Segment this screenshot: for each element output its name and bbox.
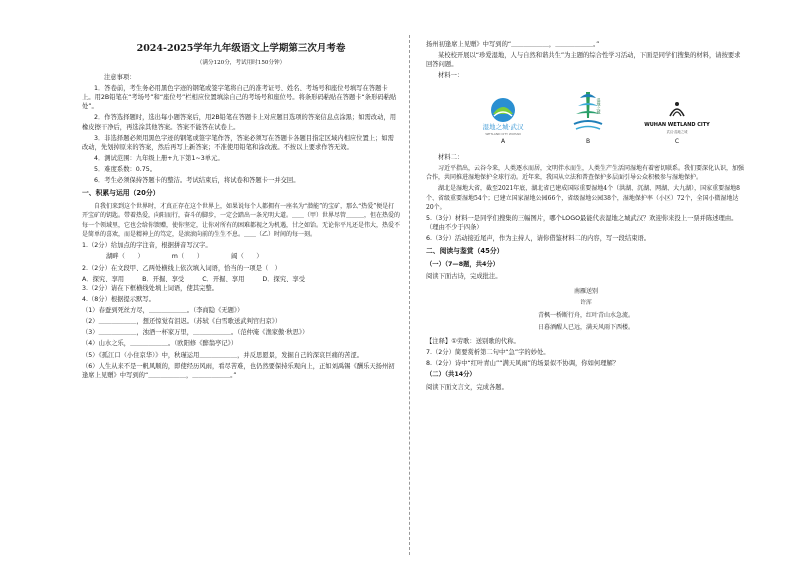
question-1: 1.（2分）给加点的字注音，根据拼音写汉字。: [82, 242, 212, 250]
pinyin-item: m（ ）: [171, 253, 204, 261]
option-c: C．开掘、享用: [202, 275, 245, 283]
logo-a: [472, 96, 534, 147]
pinyin-item: 阔（ ）: [231, 253, 263, 261]
section-heading-2: 二、阅读与鉴赏（45分）: [426, 247, 504, 256]
pinyin-item: 湖畔（ ）: [106, 253, 144, 261]
logo-c-sub: 武汉·湿地之城: [666, 129, 688, 134]
notice-item: 5．难度系数：0.75。: [94, 166, 157, 173]
question-2: 2.（2分）在文段甲、乙两处横线上依次填入词语，恰当的一项是（ ）: [82, 264, 281, 272]
notice-item: 1．答卷前，考生务必用黑色字迹的钢笔或签字笔将自己的准考证号、姓名、考场号和座位号填写在答题卡上。用2B铅笔在“考场号”和“座位号”栏相应位置填涂自己的考场号和座位号。将条形码粘贴在答题卡“条形码粘贴处”。: [82, 85, 397, 111]
part-1-heading: （一）（7—8题，共4分）: [426, 261, 499, 269]
logo-a-label: A: [500, 137, 506, 145]
poem-title: 南雁送别: [573, 287, 598, 295]
logo-c-text: WUHAN WETLAND CITY: [644, 121, 710, 128]
notice-item: 4．测试范围：九年级上册+九下第1~3单元。: [94, 154, 224, 162]
left-column: [82, 40, 400, 382]
logo-a-text: 湿地之城·武汉: [482, 122, 524, 131]
question-7: 7.（2分）简要赏析第二句中“急”字的妙处。: [426, 349, 550, 357]
part-2-heading: （二）（共14分）: [426, 371, 476, 379]
section-heading-1: 一、积累与运用（20分）: [82, 189, 160, 198]
read-text-instruction: 阅读下面文言文，完成各题。: [426, 383, 508, 391]
wuhan-wetland-city-logo-icon: [642, 96, 712, 136]
option-b: B．开掘、享受: [142, 275, 185, 283]
notice-heading: 注意事项：: [104, 73, 136, 81]
recitation-line: （4）山水之乐，＿＿＿＿＿＿。（欧阳修《醉翁亭记》）: [82, 340, 238, 348]
logo-b-text: 湿地之城: [596, 97, 602, 114]
notice-item: 3．非选择题必须用黑色字迹的钢笔或签字笔作答，答案必须写在答题卡各题目指定区域内相应位置上；如需改动，先划掉原来的答案，然后再写上新答案；不准使用铅笔和涂改液。不按以上要求作答无效。: [82, 134, 394, 151]
option-d: D．探究、享受: [262, 275, 306, 283]
notice-item: 2．作答选择题时，选出每小题答案后，用2B铅笔在答题卡上对应题目选项的答案信息点涂黑；如需改动，用橡皮擦干净后，再选涂其他答案。答案不能答在试卷上。: [82, 114, 396, 131]
logo-a-sub: WETLAND CITY WUHAN: [485, 131, 521, 136]
wetland-tower-logo-icon: [568, 88, 608, 136]
activity-intro: 某校校开展以“珍爱湿地，人与自然和谐共生”为主题的综合性学习活动，下面是同学们搜集的材料，请按要求回答问题。: [426, 52, 741, 69]
logo-c-label: C: [674, 137, 680, 145]
logo-options: [472, 87, 712, 147]
recitation-line: （5）《孤江口（小住京华）》中，秋瑾运用＿＿＿＿＿＿，并反思愿景，发掘自己的深哀巨痛的苦涩。: [82, 351, 364, 359]
logo-b: [568, 88, 608, 147]
recitation-line: （1）春蚕到死丝方尽，＿＿＿＿＿＿。（李商隐《无题》）: [82, 307, 244, 315]
question-4: 4.（8分）根据提示默写。: [82, 295, 155, 303]
material-2-text-2: 湖北是湿地大省，截至2021年底，湖北省已建成国际重要湿地4个（洪湖、沉湖、网湖、大九湖），国家重要湿地8个、省级重要湿地54个；已建立国家湿地公园66个，省级湿地公园38个，湿地保护率（小区）72个，全国小微湿地达20个。: [426, 185, 740, 211]
q4-continued: 扬州初逢席上见赠》中写到的“＿＿＿＿＿＿，＿＿＿＿＿＿。”: [426, 41, 600, 48]
material-2-text: 习近平指出，云谷今来，人类逐水而居，文明伴水而生，人类生产生活同湿地有着密切联系。我们要深化认识，加强合作，共同推进湿地保护全球行动。近年来，我国从立法和普查保护多层面引导公众积极参与湿地保护。: [426, 164, 745, 181]
poem-author: 许浑: [580, 300, 592, 307]
question-3: 3.（2分）请在下框横线处填上词语，使其完整。: [82, 284, 218, 292]
logo-c: [642, 96, 712, 147]
exam-title: 2024-2025学年九年级语文上学期第三次月考卷: [136, 43, 346, 54]
read-poem-instruction: 阅读下面古诗，完成批注。: [426, 273, 502, 281]
question-6: 6.（3分）活动接近尾声，作为主持人，请你借鉴材料二的内容，写一段结束语。: [426, 235, 651, 243]
question-8: 8.（2分）诗中“红叶青山”“满天风雨”的场景似不协调，你如何理解？: [426, 360, 620, 368]
poem-line: 青枫一桥断行舟，红叶青山水急流。: [537, 311, 634, 319]
notice-item: 6．考生必须保持答题卡的整洁。考试结束后，将试卷和答题卡一并交回。: [94, 177, 300, 185]
question-5: 5.（3分）材料一是同学们搜集的三幅图片，哪个LOGO最能代表湿地之城武汉？欢迎你来投上一票并陈述理由。（理由不少于四条）: [426, 215, 738, 232]
pinyin-row: [82, 252, 400, 261]
reading-passage: 自我们来到这个世界时，才真正存在这个世界上，如果说每个人都拥有一座名为“潜能”的宝矿，那么“热爱”便是打开宝矿的钥匙。带着热爱，向阳而行，奋斗的脚步，一定会踏出一条光明大道。＿＿（甲）世界尽管＿＿＿，但在热爱的每一个领域里，它也会给你馈赠，使你坚定，让你对所有的困难都视之为机遇，甘之如饴。无论你平凡还是伟大，热爱不是简单的喜欢，而是精神上的笃定，是滚滚向前的生生不息。＿＿（乙）时间的每一刻。: [82, 203, 401, 238]
material-2-label: 材料二：: [438, 153, 464, 161]
wetland-city-wuhan-logo-icon: [472, 96, 534, 136]
page-divider: [409, 35, 410, 555]
recitation-line: （6）人生从来不是一帆风顺的，即使经历风雨，看尽苦难，也仍然要保持乐观向上，正如刘禹锡《酬乐天扬州初逢席上见赠》中写到的“＿＿＿＿＿＿，＿＿＿＿＿＿。”: [82, 362, 395, 379]
option-a: A．探究、享用: [82, 275, 125, 283]
logo-b-label: B: [585, 137, 591, 145]
poem-note: 【注释】①劳歌：送别歌的代称。: [426, 338, 520, 346]
recitation-line: （2）＿＿＿＿＿＿，想还惊觉有泪迟。（苏轼《白雪歌送武判官归京》）: [82, 318, 282, 326]
recitation-line: （3）＿＿＿＿＿＿，浊酒一杯家万里，＿＿＿＿＿＿。（范仲淹《渔家傲·秋思》）: [82, 329, 309, 337]
poem-line: 日暮酒醒人已远，满天风雨下西楼。: [537, 324, 634, 332]
exam-subtitle: （满分120分，考试用时150分钟）: [196, 59, 286, 66]
question-2-options: [82, 275, 400, 284]
material-1-label: 材料一：: [438, 72, 464, 80]
right-column: [426, 40, 746, 394]
